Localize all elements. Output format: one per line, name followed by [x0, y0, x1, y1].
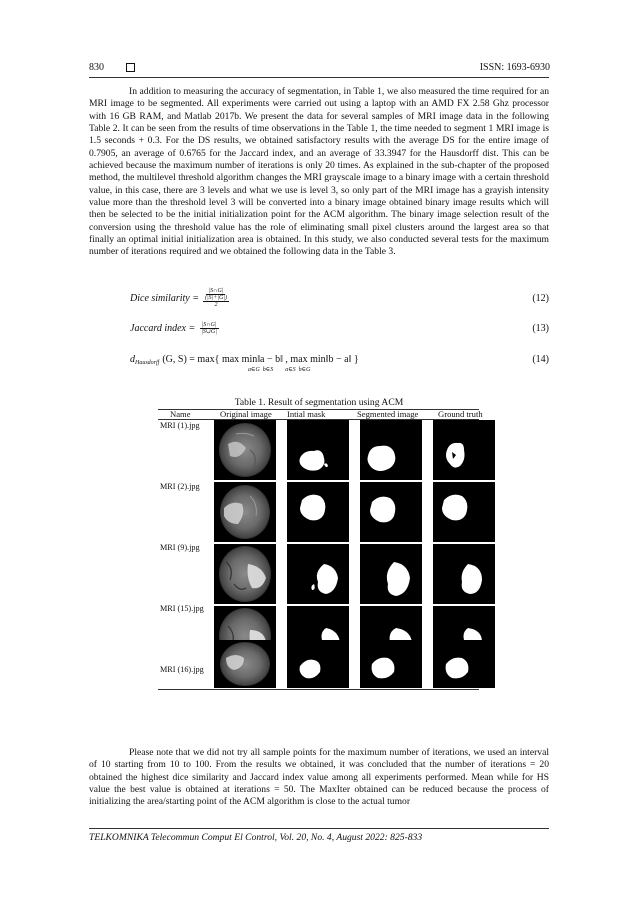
fraction-numerator: |S∩G| [208, 288, 224, 294]
row-label-mri-16: MRI (16).jpg [160, 665, 204, 674]
footer-rule [89, 828, 549, 829]
row-5-image-strip [214, 640, 499, 688]
body-paragraph-1: In addition to measuring the accuracy of segmentation, in Table 1, we also measured the time required for an MRI image to be segmented. All experiments were carried out using a laptop with an AMD FX 2.58 Ghz processor with 16 GB RAM, and Matlab 2017b. We present the data for several samples of MRI image data in the following Table 2. It can be seen from the results of time observations in the Table 1, the time needed to segment 1 MRI image is 1.5 seconds + 0.3. For the DS results, we obtained satisfactory results with the average DS for the entire image of 0.7905, an average of 0.6765 for the Jaccard index, and an average of 33.3947 for the Hausdorff dist. This can be achieved because the maximum number of iterations is only 20 times. As explained in the sub-chapter of the proposed method, the multilevel threshold algorithm changes the MRI grayscale image to a binary image with a certain threshold value, in this case, there are 3 levels and what we use is level 3, so only part of the MRI image has a grayish intensity value more than the threshold level 3 will be converted into a binary image obtained binary image results which will then be selected to be the initial initialization point for the ACM algorithm. The binary image selection result of the conversion using the threshold value has the role of eliminating small pixel clusters around the largest area so that finally an optimal initial initialization area is obtained. In this study, we also conducted several tests for the maximum number of iterations required and we obtained the following data in the Table 3. [89, 86, 549, 258]
fraction-denominator: |S∪G| [201, 329, 217, 335]
square-bullet-icon [126, 63, 135, 72]
row-label-mri-9: MRI (9).jpg [160, 543, 200, 552]
row-label-mri-1: MRI (1).jpg [160, 421, 200, 430]
running-header-left [89, 62, 135, 73]
table-caption: Table 1. Result of segmentation using ACM [234, 397, 404, 408]
column-header-name: Name [170, 409, 191, 419]
journal-footer: TELKOMNIKA Telecommun Comput El Control, Vol. 20, No. 4, August 2022: 825-833 [89, 832, 423, 843]
initial-mask-1 [287, 420, 349, 480]
equation-lhs: Jaccard index = [130, 323, 196, 334]
equation-jaccard [130, 322, 549, 335]
page-number: 830 [89, 62, 104, 73]
equation-hausdorff [130, 354, 549, 378]
equation-fraction [203, 288, 229, 308]
fraction-denominator-2: 2 [214, 302, 218, 308]
fraction-denominator: (|S|+|G|) [204, 295, 227, 301]
fraction-numerator: |S∩G| [201, 322, 217, 328]
equation-limits: a∈G b∈S a∈S b∈G [248, 367, 311, 373]
equation-lhs: Dice similarity = [130, 292, 199, 304]
equation-lhs: d [130, 354, 135, 365]
equation-dice [130, 288, 549, 308]
equation-fraction [199, 322, 219, 335]
equation-number: (12) [532, 292, 549, 304]
column-header-segmented: Segmented image [357, 409, 419, 419]
issn-label: ISSN: 1693-6930 [479, 62, 550, 73]
column-header-mask: Intial mask [287, 409, 326, 419]
equation-number: (13) [532, 323, 549, 334]
equation-rhs: (G, S) = max{ max min‖a − b‖ , max min‖b − a‖ } [162, 354, 359, 365]
row-3-images [214, 544, 495, 604]
header-rule [89, 77, 549, 78]
column-header-ground-truth: Ground truth [438, 409, 483, 419]
row-label-mri-2: MRI (2).jpg [160, 482, 200, 491]
row-label-mri-15: MRI (15).jpg [160, 604, 204, 613]
equation-subscript: Hausdorff [135, 360, 160, 366]
equation-number: (14) [532, 354, 549, 365]
column-header-original: Original image [220, 409, 272, 419]
body-paragraph-2: Please note that we did not try all sample points for the maximum number of iterations, we used an interval of 10 starting from 10 to 100. From the results we obtained, it was concluded that the number of iterations = 20 obtained the highest dice similarity and Jaccard index value among all experiments performed. Mean while for HS value the best value is obtained at iterations = 50. The MaxIter obtained can be reduced because the process of initializing the area/starting point of the ACM algorithm is close to the actual tumor [89, 747, 549, 808]
table-rule-bottom [158, 689, 479, 690]
row-2-images [214, 482, 495, 542]
row-1-images [214, 420, 495, 480]
